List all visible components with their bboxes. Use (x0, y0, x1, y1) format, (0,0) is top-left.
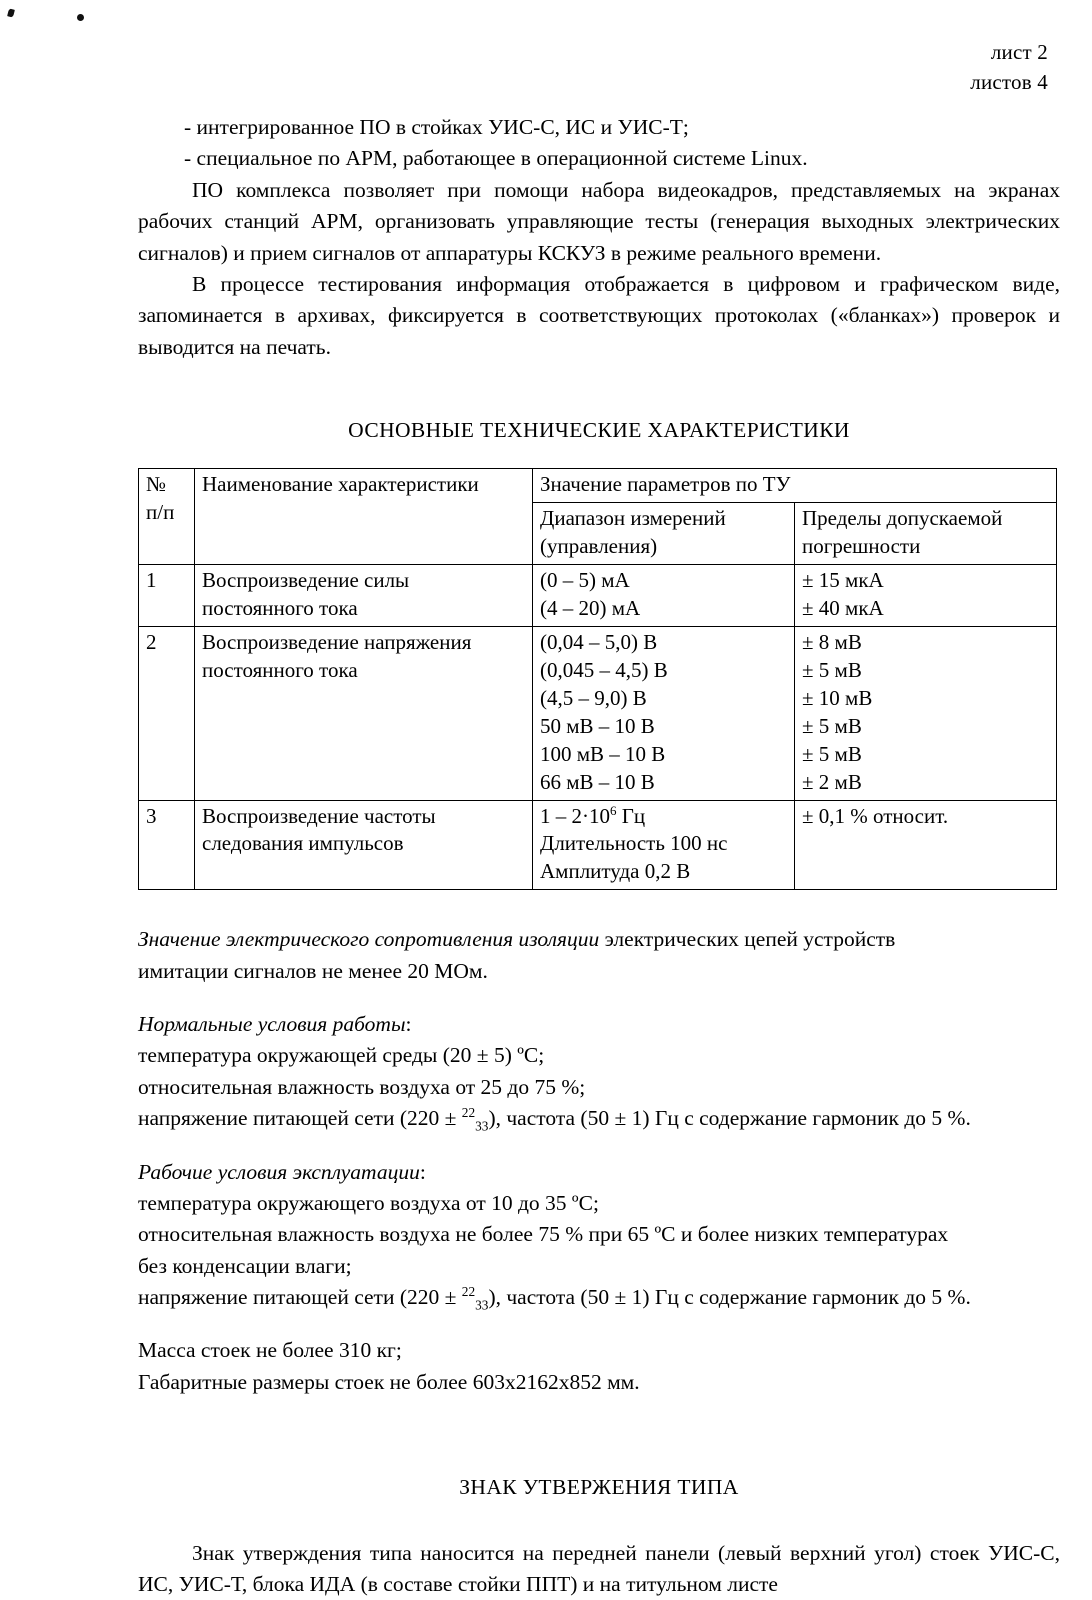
type-mark-paragraph: Знак утверждения типа наносится на передней панели (левый верхний угол) стоек УИС-С, ИС, УИС-Т, блока ИДА (в составе стойки ППТ) и на титульном листе (138, 1540, 1060, 1596)
row3-range-duration: Длительность 100 нс (540, 831, 728, 856)
sheet-total: листов 4 (970, 69, 1048, 94)
scan-speck-icon (7, 8, 15, 17)
normal-conditions-voltage (138, 1103, 1060, 1134)
row2-error-1: ± 5 мВ (802, 657, 862, 682)
type-mark-section-title: ЗНАК УТВЕРЖЕНИЯ ТИПА (459, 1475, 739, 1500)
operating-voltage-sup: 22 (461, 1283, 476, 1299)
normal-conditions-heading-colon: : (405, 1012, 412, 1037)
row1-error-1: ± 40 мкА (802, 596, 884, 621)
table-header-row-1 (139, 469, 1057, 503)
header-cell-name: Наименование характеристики (195, 469, 533, 565)
row1-range-0: (0 – 5) мА (540, 568, 630, 593)
mass-line: Масса стоек не более 310 кг; (138, 1338, 402, 1363)
normal-conditions-heading-text: Нормальные условия работы (138, 1012, 406, 1037)
row1-error-0: ± 15 мкА (802, 568, 884, 593)
row2-range-2: (4,5 – 9,0) В (540, 685, 647, 710)
row3-range-frequency (540, 803, 787, 831)
row3-range (533, 800, 795, 890)
row3-name-line2: следования импульсов (202, 831, 404, 856)
row2-name-line1 (202, 629, 525, 657)
row2-error-4: ± 5 мВ (802, 741, 862, 766)
row3-freq-suffix: Гц (616, 803, 646, 828)
operating-conditions-heading-colon: : (419, 1159, 426, 1184)
row2-range (533, 626, 795, 800)
insulation-rest: электрических цепей устройств (599, 927, 896, 952)
row3-freq-exponent: 6 (610, 802, 617, 818)
page-header (970, 38, 1048, 98)
operating-conditions-heading-text: Рабочие условия эксплуатации (138, 1159, 420, 1184)
row1-name (195, 565, 533, 627)
row1-error (795, 565, 1057, 627)
header-cell-values-group: Значение параметров по ТУ (533, 469, 1057, 503)
row2-no: 2 (139, 626, 195, 800)
header-error-line2: погрешности (802, 534, 921, 559)
row2-range-1: (0,045 – 4,5) В (540, 657, 668, 682)
row2-range-5: 66 мВ – 10 В (540, 769, 655, 794)
scan-speck-icon (77, 14, 84, 21)
row1-range (533, 565, 795, 627)
insulation-line2: имитации сигналов не менее 20 МОм. (138, 958, 488, 983)
row2-name-line1-right: напряжения (364, 629, 472, 654)
row1-range-1: (4 – 20) мА (540, 596, 641, 621)
operating-conditions-humidity: относительная влажность воздуха не более 75 % при 65 ºС и более низких температурах (138, 1222, 949, 1247)
header-range-line1: Диапазон измерений (540, 506, 726, 531)
header-range-line2: (управления) (540, 534, 658, 559)
header-cell-range (533, 503, 795, 565)
normal-conditions-heading (138, 1009, 1060, 1040)
table-row (139, 565, 1057, 627)
row3-no: 3 (139, 800, 195, 890)
row2-error-0: ± 8 мВ (802, 629, 862, 654)
header-cell-error (795, 503, 1057, 565)
specs-section-title: ОСНОВНЫЕ ТЕХНИЧЕСКИЕ ХАРАКТЕРИСТИКИ (348, 418, 850, 442)
row1-name-line1: Воспроизведение силы (202, 568, 410, 593)
row2-error-3: ± 5 мВ (802, 713, 862, 738)
specs-table (138, 468, 1057, 890)
row3-name-line1-left: Воспроизведение (202, 803, 359, 828)
row2-range-4: 100 мВ – 10 В (540, 741, 666, 766)
normal-voltage-pre: напряжение питающей сети (220 ± (138, 1106, 462, 1131)
row3-name-line1 (202, 803, 525, 831)
operating-conditions-temperature: температура окружающего воздуха от 10 до 35 ºС; (138, 1190, 599, 1215)
normal-voltage-sup: 22 (461, 1105, 476, 1120)
operating-voltage-pre: напряжение питающей сети (220 ± (138, 1285, 462, 1310)
normal-voltage-post: ), частота (50 ± 1) Гц с содержание гармоник до 5 %. (488, 1106, 971, 1131)
normal-voltage-sub: 33 (475, 1118, 489, 1134)
operating-voltage-post: ), частота (50 ± 1) Гц с содержание гармоник до 5 %. (488, 1285, 971, 1310)
row2-range-0: (0,04 – 5,0) В (540, 629, 658, 654)
document-body (138, 112, 1060, 1600)
row3-name-line1-right: частоты (364, 803, 436, 828)
table-row (139, 800, 1057, 890)
row3-freq-prefix: 1 – 2·10 (540, 803, 610, 828)
header-no-line2: п/п (146, 500, 175, 525)
row2-name (195, 626, 533, 800)
size-line: Габаритные размеры стоек не более 603х2162х852 мм. (138, 1369, 640, 1394)
intro-paragraph-2: В процессе тестирования информация отображается в цифровом и графическом виде, запоминается в архивах, фиксируется в соответствующих протоколах («бланках») проверок и выводится на печать. (138, 271, 1060, 359)
operating-conditions-voltage (138, 1282, 1060, 1313)
row2-error-5: ± 2 мВ (802, 769, 862, 794)
row2-name-line1-left: Воспроизведение (202, 629, 359, 654)
intro-paragraph-1: ПО комплекса позволяет при помощи набора видеокадров, представляемых на экранах рабочих станций АРМ, организовать управляющие тесты (генерация выходных электрических сигналов) и прием сигналов от аппаратуры КСКУЗ в режиме реального времени. (138, 177, 1060, 265)
row1-name-line2: постоянного тока (202, 596, 358, 621)
row3-error-0: ± 0,1 % относит. (802, 803, 949, 828)
header-cell-number (139, 469, 195, 565)
normal-conditions-humidity: относительная влажность воздуха от 25 до 75 %; (138, 1074, 586, 1099)
operating-conditions-condensation: без конденсации влаги; (138, 1253, 352, 1278)
insulation-italic: Значение электрического сопротивления изоляции (138, 927, 600, 952)
operating-conditions-heading (138, 1157, 1060, 1188)
row3-error (795, 800, 1057, 890)
header-no-line1: № (146, 472, 167, 497)
bullet-item-2: - специальное по АРМ, работающее в операционной системе Linux. (184, 146, 808, 171)
row2-name-line2: постоянного тока (202, 657, 358, 682)
normal-conditions-temperature: температура окружающей среды (20 ± 5) ºС; (138, 1043, 545, 1068)
row2-range-3: 50 мВ – 10 В (540, 713, 655, 738)
insulation-paragraph (138, 924, 1060, 955)
row3-name (195, 800, 533, 890)
row3-range-amplitude: Амплитуда 0,2 В (540, 859, 691, 884)
row2-error (795, 626, 1057, 800)
sheet-number: лист 2 (990, 40, 1048, 64)
row2-error-2: ± 10 мВ (802, 685, 873, 710)
header-error-line1: Пределы допускаемой (802, 506, 1003, 531)
bullet-item-1: - интегрированное ПО в стойках УИС-С, ИС и УИС-Т; (184, 115, 689, 139)
table-row (139, 626, 1057, 800)
row1-no: 1 (139, 565, 195, 627)
operating-voltage-sub: 33 (475, 1297, 489, 1313)
